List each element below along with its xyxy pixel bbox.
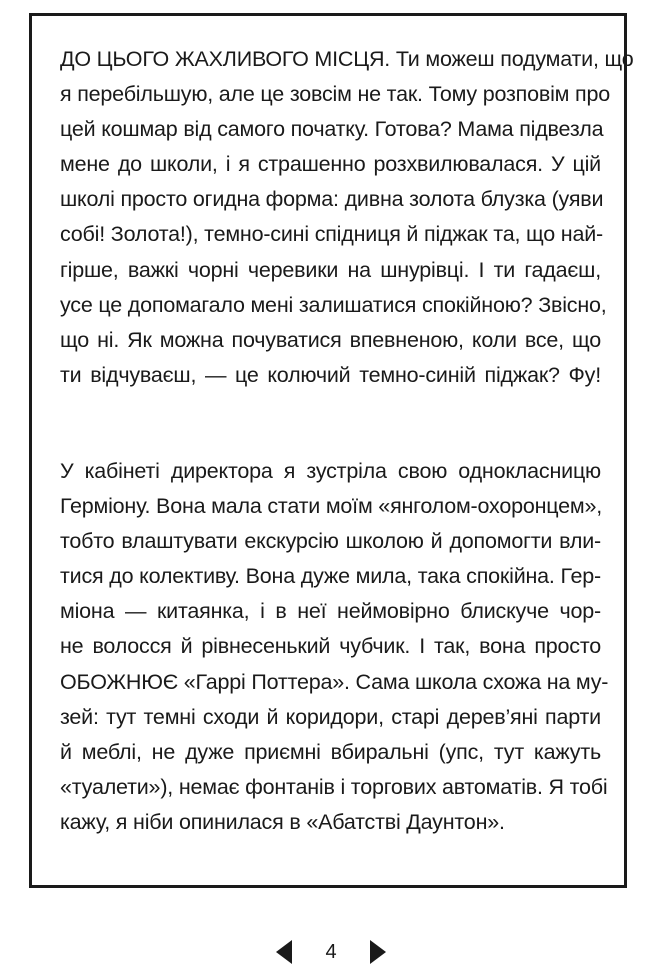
text-line: У кабінеті директора я зустріла свою однокласницю — [60, 459, 601, 483]
text-line: не волосся й рівнесенький чубчик. І так, вона просто — [60, 634, 601, 659]
text-line: зей: тут темні сходи й коридори, старі дерев’яні парти — [60, 704, 601, 729]
text-line: усе це допомагало мені залишатися спокійною? Звісно, — [60, 292, 607, 317]
triangle-left-icon[interactable] — [276, 940, 292, 964]
text-line: я перебільшую, але це зовсім не так. Тому розповім про — [60, 82, 610, 107]
text-line: мене до школи, і я страшенно розхвилювалася. У цій — [60, 152, 601, 177]
text-line: гірше, важкі чорні черевики на шнурівці. І ти гадаєш, — [60, 257, 601, 282]
page-number: 4 — [325, 941, 337, 963]
text-line: міона — китаянка, і в неї неймовірно блискуче чор- — [60, 599, 601, 624]
page-navigation — [0, 934, 660, 968]
paragraph-2 — [60, 454, 609, 840]
text-line: й меблі, не дуже приємні вбиральні (упс, тут кажуть — [60, 739, 601, 764]
text-line: цей кошмар від самого початку. Готова? Мама підвезла — [60, 117, 604, 142]
text-line: тобто влаштувати екскурсію школою й допомогти вли- — [60, 529, 601, 554]
text-line: школі просто огидна форма: дивна золота блузка (уяви — [60, 187, 604, 212]
paragraph-1 — [60, 42, 634, 393]
text-line: ДО ЦЬОГО ЖАХЛИВОГО МІСЦЯ. Ти можеш подумати, що — [60, 47, 634, 71]
text-line: собі! Золота!), темно-сині спідниця й піджак та, що най- — [60, 222, 603, 247]
text-line: «туалети»), немає фонтанів і торгових автоматів. Я тобі — [60, 774, 608, 799]
triangle-right-icon[interactable] — [370, 940, 386, 964]
text-line: ти відчуваєш, — це колючий темно-синій піджак? Фу! — [60, 362, 601, 387]
text-line: тися до колективу. Вона дуже мила, така спокійна. Гер- — [60, 564, 601, 589]
text-line: Герміону. Вона мала стати моїм «янголом-охоронцем», — [60, 494, 603, 519]
text-line: кажу, я ніби опинилася в «Абатстві Даунтон». — [60, 809, 505, 834]
text-line: ОБОЖНЮЄ «Гаррі Поттера». Сама школа схожа на му- — [60, 669, 609, 694]
text-line: що ні. Як можна почуватися впевненою, коли все, що — [60, 327, 601, 352]
